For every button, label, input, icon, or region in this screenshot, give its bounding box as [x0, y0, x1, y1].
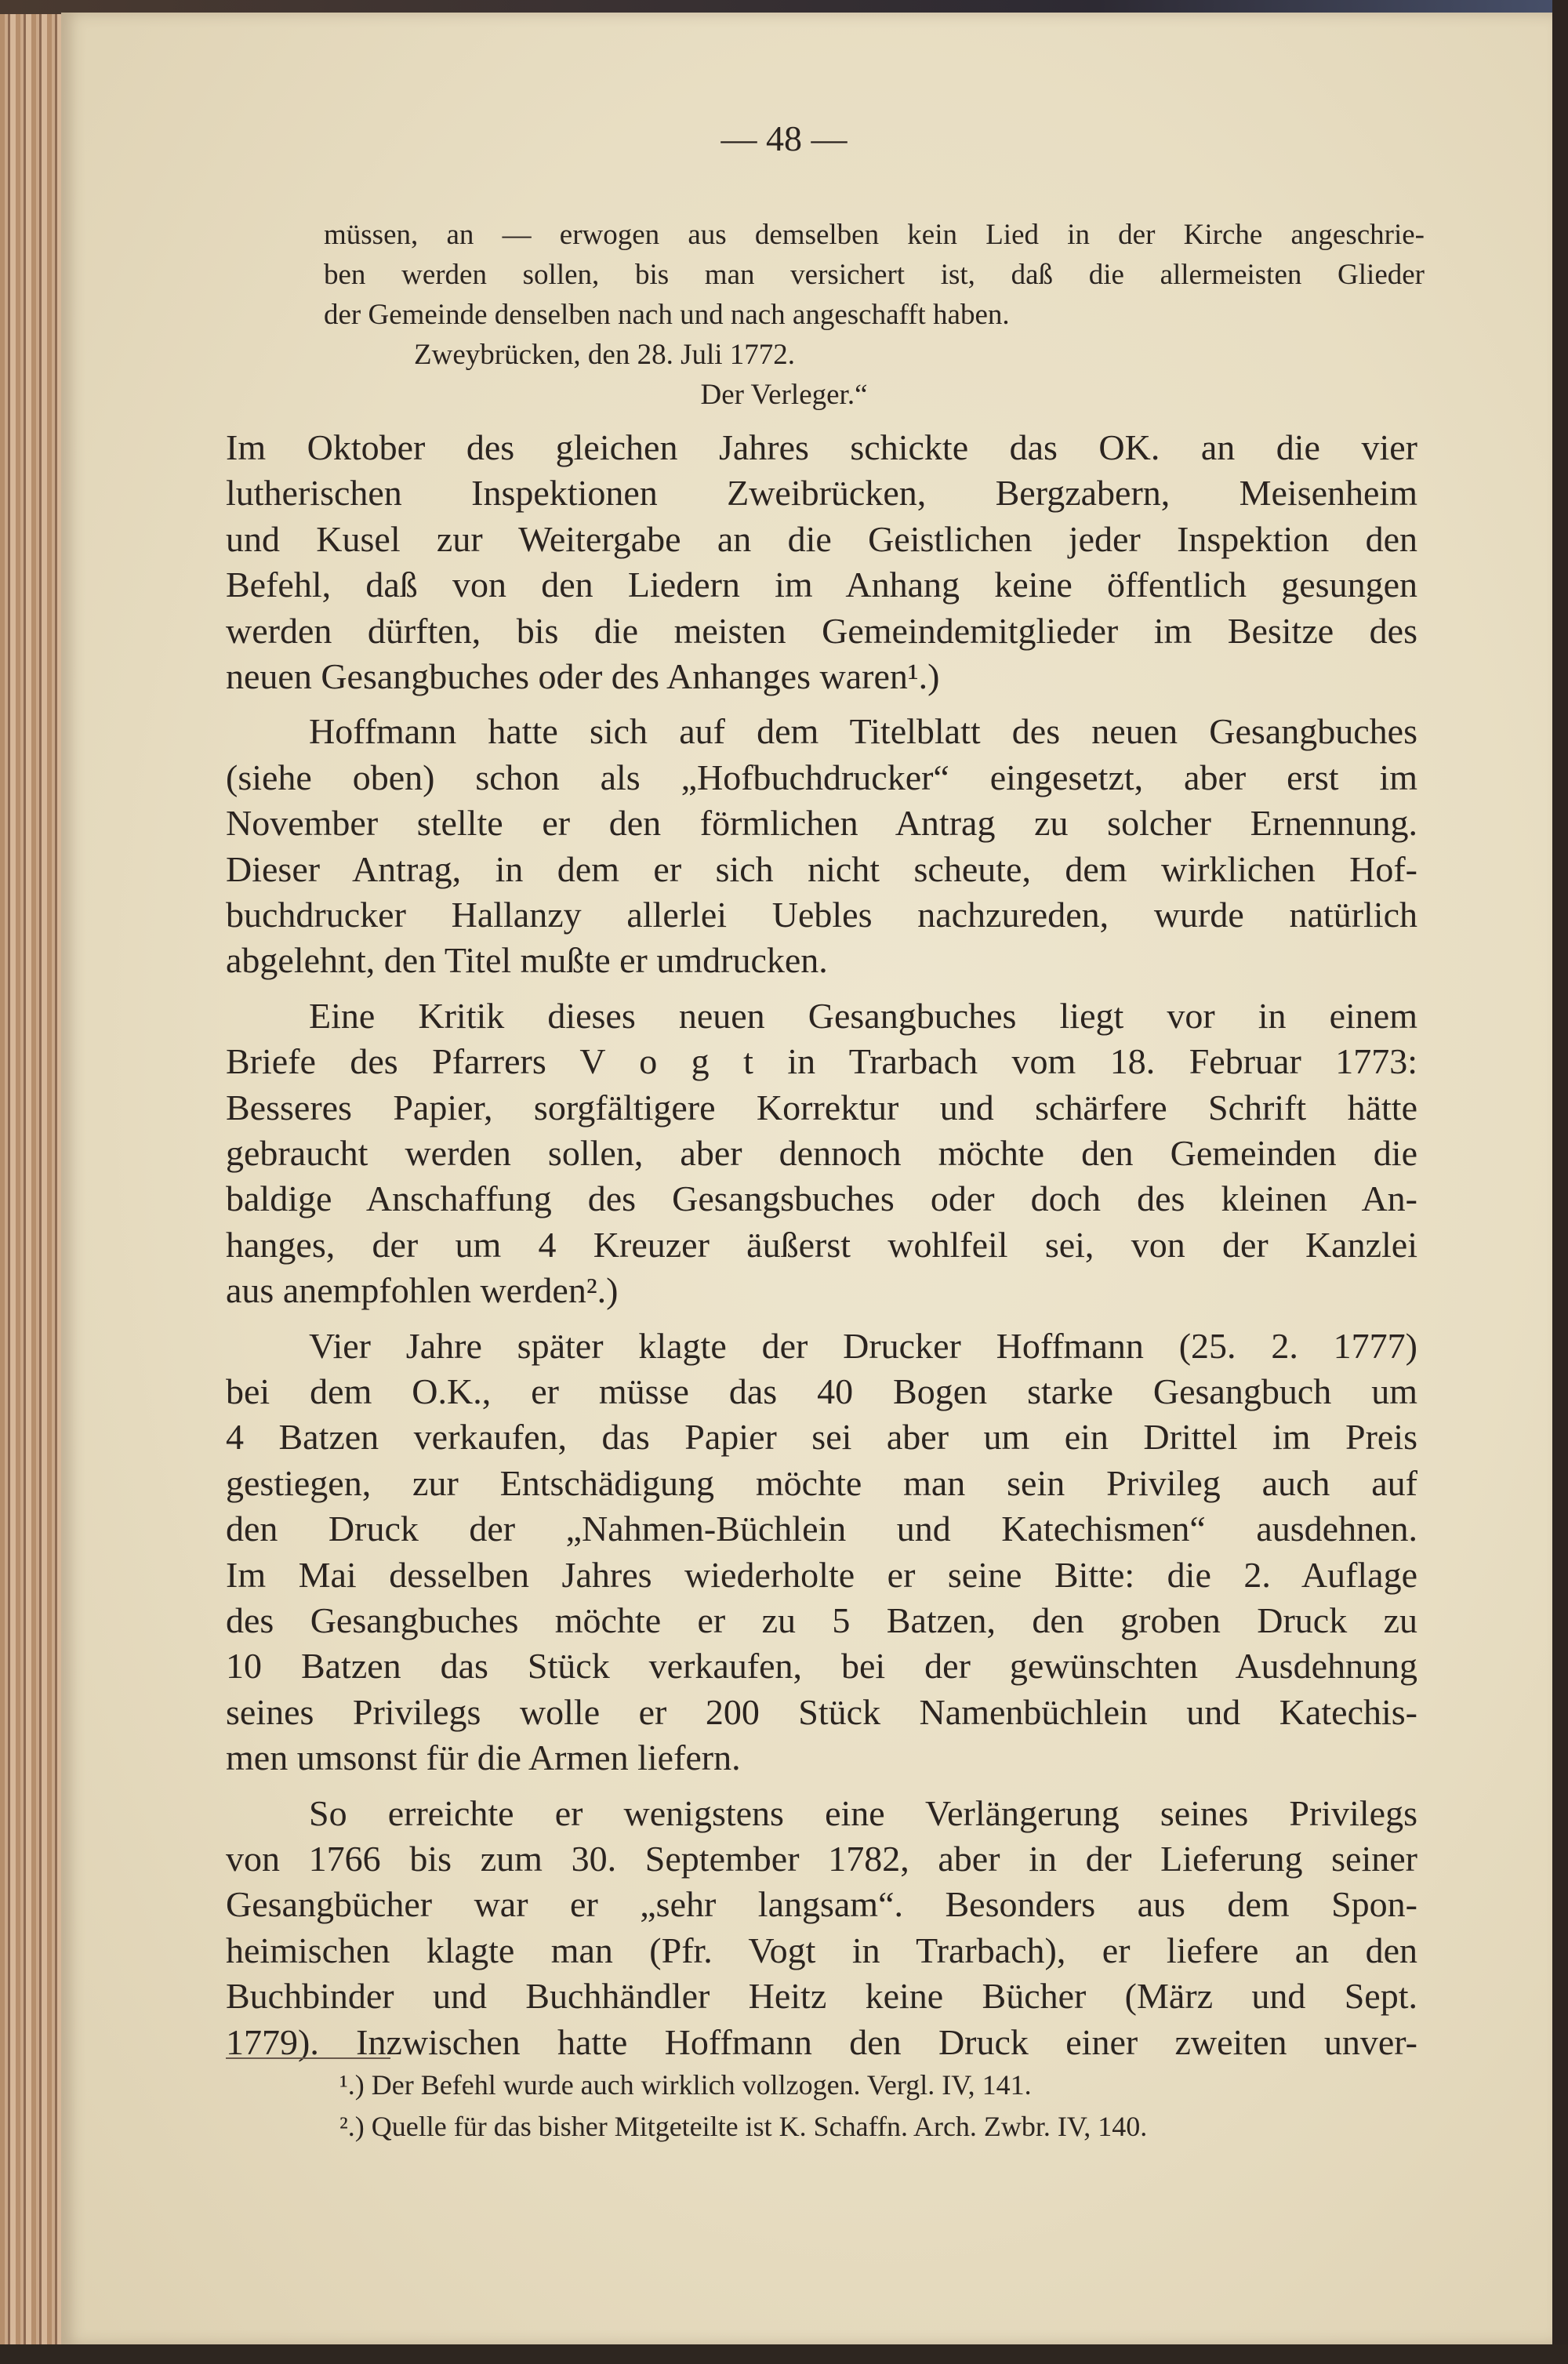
- footnote: ².) Quelle für das bisher Mitgeteilte ist K. Schaffn. Arch. Zwbr. IV, 140.: [339, 2111, 1148, 2142]
- scan-bottom-edge: [0, 2344, 1568, 2364]
- paragraph-line: baldige Anschaffung des Gesangsbuches oder doch des kleinen An-: [226, 1178, 1417, 1218]
- quote-signature: Der Verleger.“: [700, 379, 868, 411]
- quote-date: Zweybrücken, den 28. Juli 1772.: [414, 339, 796, 371]
- paragraph-line: aus anempfohlen werden².): [226, 1270, 619, 1310]
- footnote: ¹.) Der Befehl wurde auch wirklich vollzogen. Vergl. IV, 141.: [339, 2069, 1032, 2101]
- paragraph-line: bei dem O.K., er müsse das 40 Bogen starke Gesangbuch um: [226, 1371, 1417, 1411]
- paragraph-line: 10 Batzen das Stück verkaufen, bei der gewünschten Ausdehnung: [226, 1646, 1417, 1686]
- book-page-edges: [0, 14, 71, 2351]
- paragraph-line: neuen Gesangbuches oder des Anhanges waren¹.): [226, 656, 940, 696]
- paragraph-line: und Kusel zur Weitergabe an die Geistlichen jeder Inspektion den: [226, 519, 1417, 559]
- paragraph-line: den Druck der „Nahmen-Büchlein und Katechismen“ ausdehnen.: [226, 1509, 1417, 1549]
- paragraph-line: von 1766 bis zum 30. September 1782, aber in der Lieferung seiner: [226, 1839, 1417, 1879]
- paragraph-line: Im Oktober des gleichen Jahres schickte das OK. an die vier: [226, 427, 1417, 467]
- paragraph-line: So erreichte er wenigstens eine Verlängerung seines Privilegs: [309, 1793, 1417, 1833]
- scan-right-edge: [1552, 0, 1568, 2364]
- paragraph-line: gebraucht werden sollen, aber dennoch möchte den Gemeinden die: [226, 1133, 1417, 1173]
- quote-line: ben werden sollen, bis man versichert ist, daß die allermeisten Glieder: [324, 259, 1425, 291]
- page-number: — 48 —: [720, 118, 848, 158]
- paragraph-line: Briefe des Pfarrers V o g t in Trarbach vom 18. Februar 1773:: [226, 1041, 1417, 1081]
- paragraph-line: seines Privilegs wolle er 200 Stück Namenbüchlein und Katechis-: [226, 1692, 1417, 1732]
- paragraph-line: Besseres Papier, sorgfältigere Korrektur und schärfere Schrift hätte: [226, 1088, 1417, 1128]
- paragraph-line: gestiegen, zur Entschädigung möchte man sein Privileg auch auf: [226, 1463, 1417, 1503]
- footnote-rule: [226, 2057, 390, 2059]
- paragraph-line: Im Mai desselben Jahres wiederholte er seine Bitte: die 2. Auflage: [226, 1555, 1417, 1595]
- paragraph-line: 4 Batzen verkaufen, das Papier sei aber um ein Drittel im Preis: [226, 1417, 1417, 1457]
- paragraph-line: Dieser Antrag, in dem er sich nicht scheute, dem wirklichen Hof-: [226, 849, 1417, 889]
- paragraph-line: buchdrucker Hallanzy allerlei Uebles nachzureden, wurde natürlich: [226, 895, 1417, 935]
- paragraph-line: Buchbinder und Buchhändler Heitz keine Bücher (März und Sept.: [226, 1976, 1417, 2016]
- paragraph-line: Vier Jahre später klagte der Drucker Hoffmann (25. 2. 1777): [309, 1326, 1417, 1366]
- paragraph-line: men umsonst für die Armen liefern.: [226, 1738, 741, 1778]
- paragraph-line: Eine Kritik dieses neuen Gesangbuches liegt vor in einem: [309, 996, 1417, 1036]
- paragraph-line: hanges, der um 4 Kreuzer äußerst wohlfeil sei, von der Kanzlei: [226, 1225, 1417, 1265]
- paragraph-line: Befehl, daß von den Liedern im Anhang keine öffentlich gesungen: [226, 565, 1417, 605]
- paragraph-line: des Gesangbuches möchte er zu 5 Batzen, den groben Druck zu: [226, 1600, 1417, 1640]
- quote-line: der Gemeinde denselben nach und nach angeschafft haben.: [324, 299, 1010, 331]
- paragraph-line: werden dürften, bis die meisten Gemeindemitglieder im Besitze des: [226, 611, 1417, 651]
- paragraph-line: lutherischen Inspektionen Zweibrücken, Bergzabern, Meisenheim: [226, 473, 1417, 513]
- paragraph-line: November stellte er den förmlichen Antrag zu solcher Ernennung.: [226, 803, 1417, 843]
- paragraph-line: Gesangbücher war er „sehr langsam“. Besonders aus dem Spon-: [226, 1884, 1417, 1924]
- paragraph-line: (siehe oben) schon als „Hofbuchdrucker“ eingesetzt, aber erst im: [226, 757, 1417, 797]
- paragraph-line: abgelehnt, den Titel mußte er umdrucken.: [226, 940, 828, 980]
- paragraph-line: Hoffmann hatte sich auf dem Titelblatt des neuen Gesangbuches: [309, 711, 1417, 751]
- quote-line: müssen, an — erwogen aus demselben kein Lied in der Kirche angeschrie-: [324, 219, 1425, 251]
- paragraph-line: 1779). Inzwischen hatte Hoffmann den Druck einer zweiten unver-: [226, 2022, 1417, 2062]
- paragraph-line: heimischen klagte man (Pfr. Vogt in Trarbach), er liefere an den: [226, 1930, 1417, 1970]
